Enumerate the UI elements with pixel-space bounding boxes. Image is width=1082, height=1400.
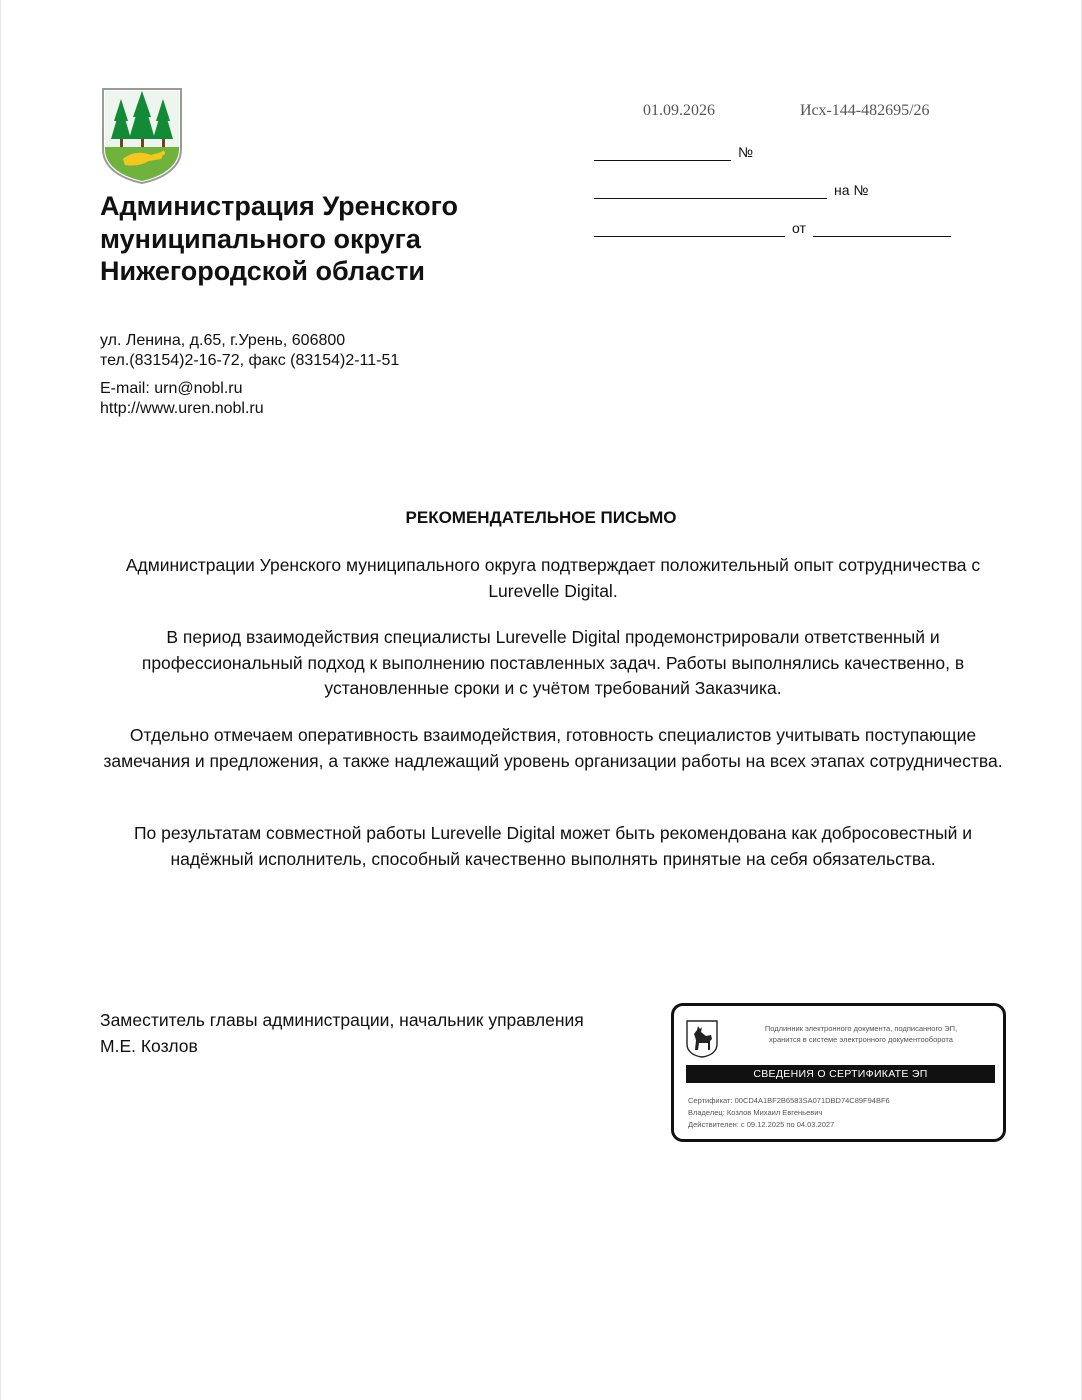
registration-date: 01.09.2026	[643, 102, 715, 119]
number-label: №	[738, 144, 754, 160]
stamp-header-line: Подлинник электронного документа, подписанного ЭП,	[764, 1024, 958, 1033]
electronic-signature-stamp	[671, 1003, 1006, 1142]
certificate-validity: Действителен: с 09.12.2025 по 04.03.2027	[688, 1120, 835, 1129]
reply-blank-line	[594, 198, 827, 199]
reply-date-blank-line	[813, 236, 951, 237]
number-blank-line	[594, 160, 731, 161]
certificate-owner: Владелец: Козлов Михаил Евгеньевич	[688, 1108, 823, 1117]
coat-of-arms-emblem	[101, 87, 183, 185]
organization-name: Администрация Уренского муниципального округа Нижегородской области	[100, 191, 458, 286]
stamp-header-line: хранится в системе электронного документооборота	[769, 1035, 953, 1044]
signatory-name: М.Е. Козлов	[100, 1035, 198, 1056]
certificate-info-bar: СВЕДЕНИЯ О СЕРТИФИКАТЕ ЭП	[686, 1065, 995, 1083]
email-line: E-mail: urn@nobl.ru	[100, 380, 243, 397]
signatory-block	[100, 1008, 660, 1059]
certificate-serial: Сертификат: 00CD4A1BF2B6583SA071DBD74C89F94BF6	[688, 1096, 890, 1105]
phone-fax-line: тел.(83154)2-16-72, факс (83154)2-11-51	[100, 352, 400, 369]
contact-address-block	[100, 331, 520, 371]
stamp-header-text	[726, 1023, 996, 1045]
signatory-position: Заместитель главы администрации, начальник управления	[100, 1010, 584, 1030]
reply-number-blank-line	[594, 236, 785, 237]
letter-paragraph: Администрации Уренского муниципального округа подтверждает положительный опыт сотрудничества с Lurevelle Digital.	[125, 555, 981, 601]
letter-paragraph: В период взаимодействия специалисты Lurevelle Digital продемонстрировали ответственный и профессиональный подход к выполнению поставленных задач. Работы выполнялись качественно, в установленные сроки и с учётом требований Заказчика.	[141, 627, 965, 698]
letter-paragraph: Отдельно отмечаем оперативность взаимодействия, готовность специалистов учитывать поступающие замечания и предложения, а также надлежащий уровень организации работы на всех этапах сотрудничества.	[103, 725, 1003, 771]
letter-title: РЕКОМЕНДАТЕЛЬНОЕ ПИСЬМО	[405, 508, 677, 527]
in-reply-label: на №	[834, 182, 869, 198]
contact-web-block	[100, 379, 520, 419]
website-line: http://www.uren.nobl.ru	[100, 400, 264, 417]
letter-paragraph: По результатам совместной работы Lurevelle Digital может быть рекомендована как добросовестный и надёжный исполнитель, способный качественно выполнять принятые на себя обязательства.	[133, 823, 973, 869]
from-label: от	[792, 220, 806, 236]
address-line: ул. Ленина, д.65, г.Урень, 606800	[100, 332, 346, 349]
outgoing-number: Исх-144-482695/26	[800, 102, 930, 119]
nizhny-novgorod-emblem-icon	[686, 1020, 718, 1058]
